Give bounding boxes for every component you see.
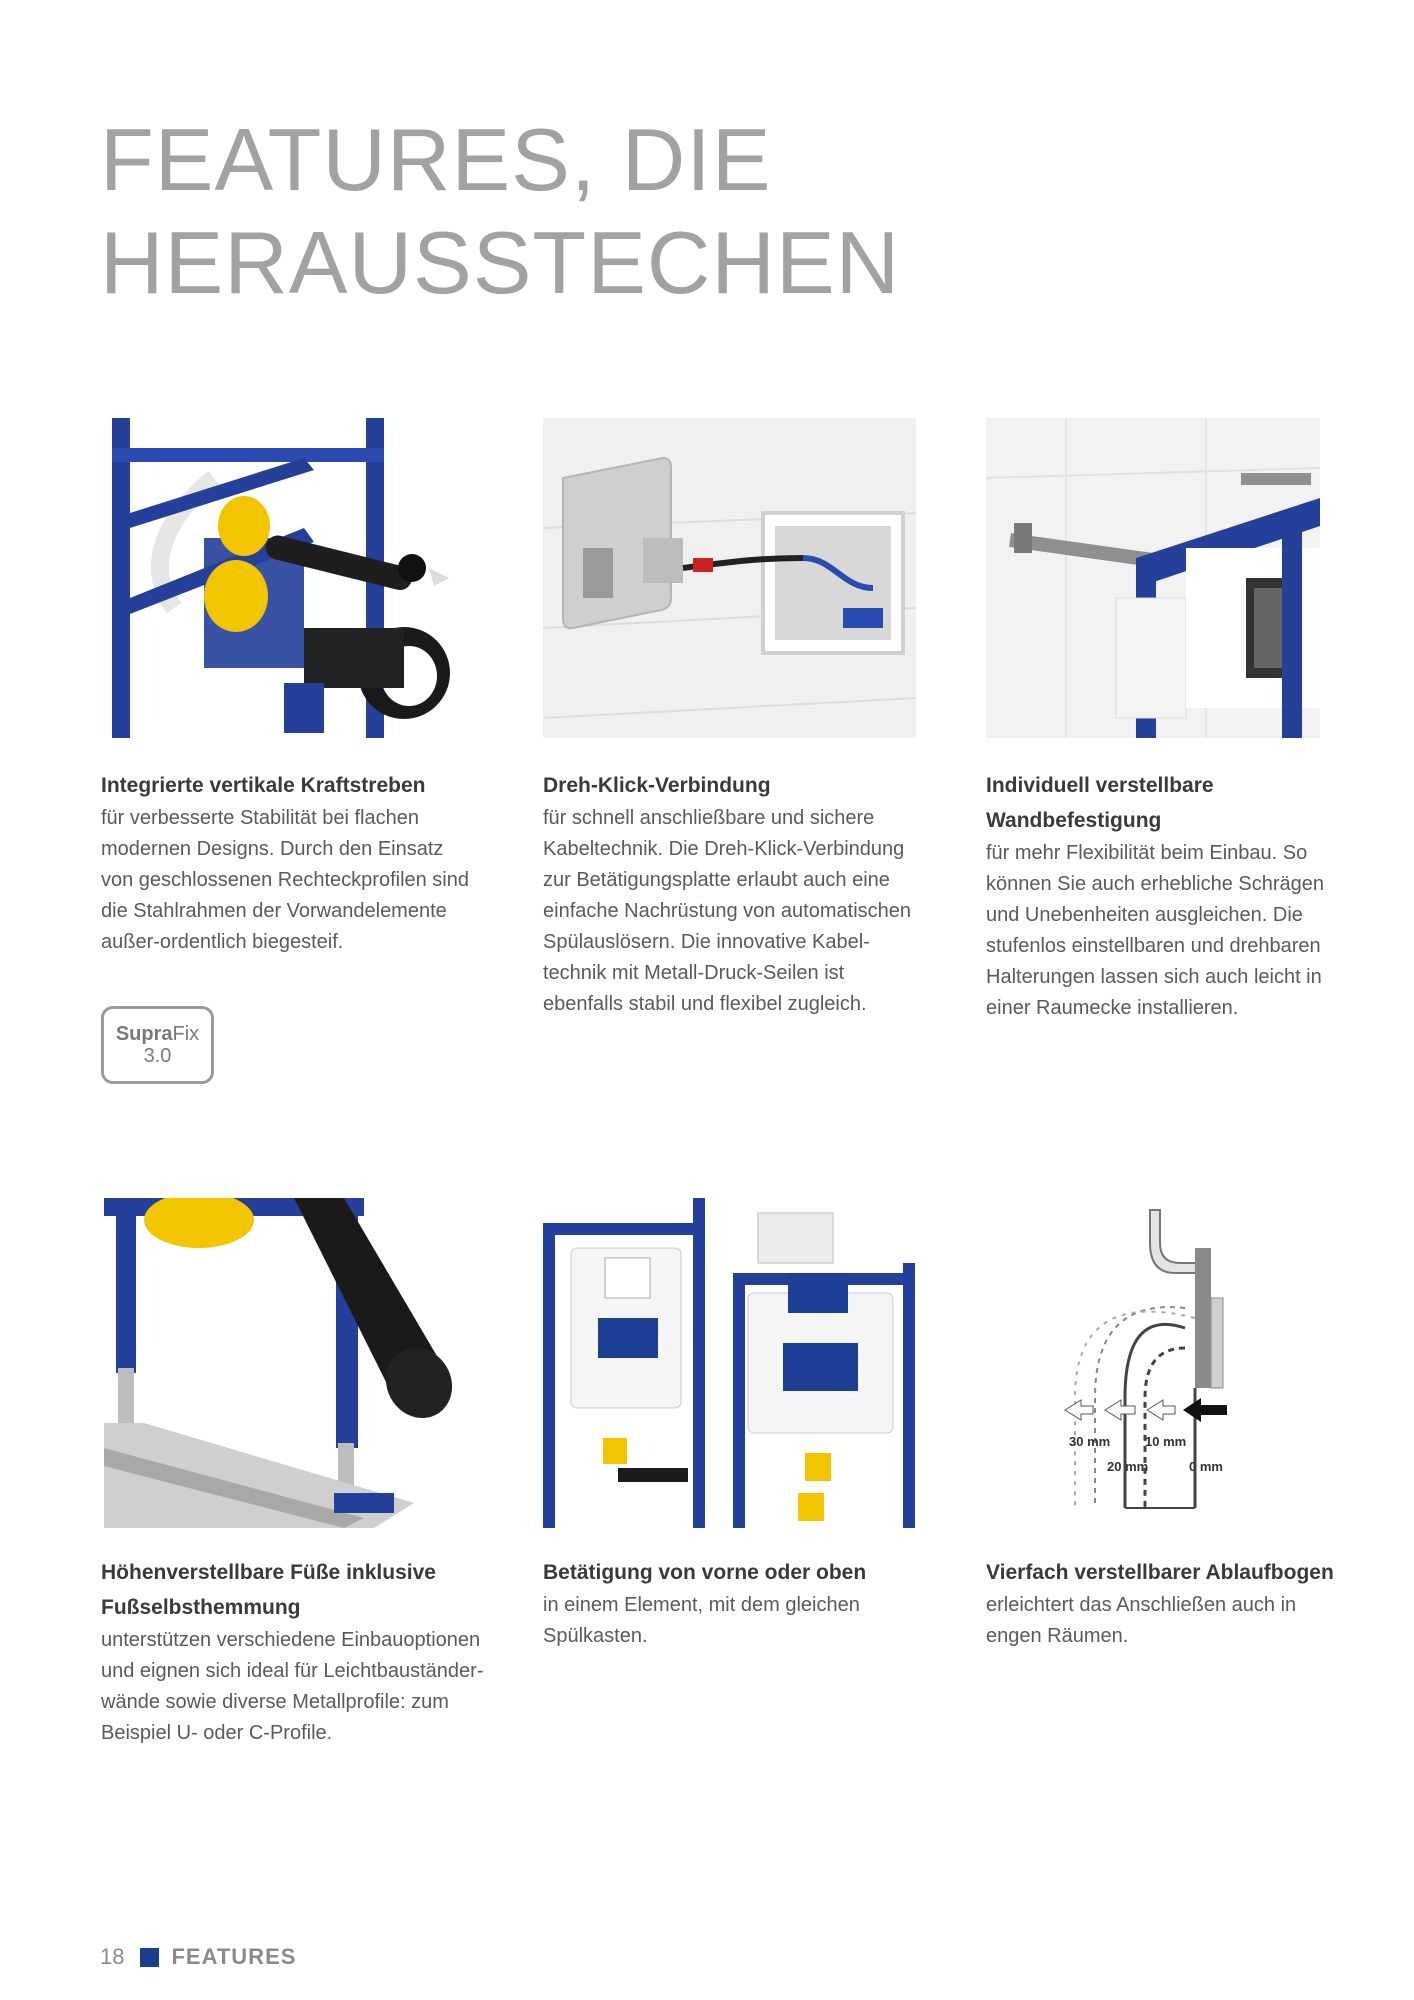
drain-label-10mm: 10 mm <box>1145 1434 1187 1449</box>
feature-drain-bend-title: Vierfach verstellbarer Ablaufbogen <box>986 1561 1334 1584</box>
suprafix-badge <box>101 1006 214 1084</box>
drain-label-0mm: 0 mm <box>1189 1459 1223 1474</box>
footer-section-label: FEATURES <box>171 1944 297 1969</box>
drain-label-30mm: 30 mm <box>1069 1434 1111 1449</box>
feature-actuation-text: in einem Element, mit dem gleichen Spülkasten. <box>543 1594 860 1647</box>
feature-struts <box>101 768 481 958</box>
page-title <box>100 108 900 314</box>
feature-actuation <box>543 1555 923 1652</box>
front-top-actuation-illustration <box>543 1198 916 1528</box>
feature-twist-click-text: für schnell anschließbare und sichere Kabeltechnik. Die Dreh-Klick-Verbindung zur Betätigungsplatte erlaubt auch eine einfache Nachrüstung von automatischen Spülauslösern. Die innovative Kabel-technik mit Metall-Druck-Seilen ist ebenfalls stabil und flexibel zugleich. <box>543 807 912 1015</box>
feature-drain-bend <box>986 1555 1336 1652</box>
wall-bracket-photo <box>986 418 1320 738</box>
feature-actuation-title: Betätigung von vorne oder oben <box>543 1561 867 1584</box>
feature-feet-title: Höhenverstellbare Füße inklusive Fußselbsthemmung <box>101 1561 436 1619</box>
feature-twist-click-title: Dreh-Klick-Verbindung <box>543 774 771 797</box>
badge-line2: 3.0 <box>143 1045 172 1067</box>
badge-line1-bold: Supra <box>115 1023 173 1045</box>
feature-wall-bracket-title: Individuell verstellbare Wandbefestigung <box>986 774 1214 832</box>
footer-square-icon <box>140 1948 159 1967</box>
adjustable-feet-illustration <box>104 1198 474 1528</box>
feature-wall-bracket <box>986 768 1336 1024</box>
feature-feet <box>101 1555 486 1749</box>
twist-click-connection-photo <box>543 418 916 738</box>
feature-twist-click <box>543 768 923 1020</box>
badge-line1-rest: Fix <box>172 1023 200 1045</box>
feature-wall-bracket-text: für mehr Flexibilität beim Einbau. So können Sie auch erhebliche Schrägen und Unebenheiten ausgleichen. Die stufenlos einstellbaren und drehbaren Halterungen lassen sich auch leicht in einer Raumecke installieren. <box>986 842 1325 1019</box>
feature-struts-title: Integrierte vertikale Kraftstreben <box>101 774 426 797</box>
drain-bend-diagram <box>1035 1198 1320 1528</box>
frame-struts-illustration <box>104 418 474 738</box>
feature-drain-bend-text: erleichtert das Anschließen auch in engen Räumen. <box>986 1594 1297 1647</box>
feature-feet-text: unterstützen verschiedene Einbauoptionen und eignen sich ideal für Leichtbauständer-wände sowie diverse Metallprofile: zum Beispiel U- oder C-Profile. <box>101 1629 484 1744</box>
page-title-line1: FEATURES, DIE <box>100 110 772 209</box>
page-footer <box>100 1944 296 1970</box>
drain-label-20mm: 20 mm <box>1107 1459 1149 1474</box>
page-number: 18 <box>100 1944 125 1969</box>
feature-struts-text: für verbesserte Stabilität bei flachen modernen Designs. Durch den Einsatz von geschlossenen Rechteckprofilen sind die Stahlrahmen der Vorwandelemente außer-ordentlich biegesteif. <box>101 807 469 953</box>
page-title-line2: HERAUSSTECHEN <box>100 213 901 312</box>
